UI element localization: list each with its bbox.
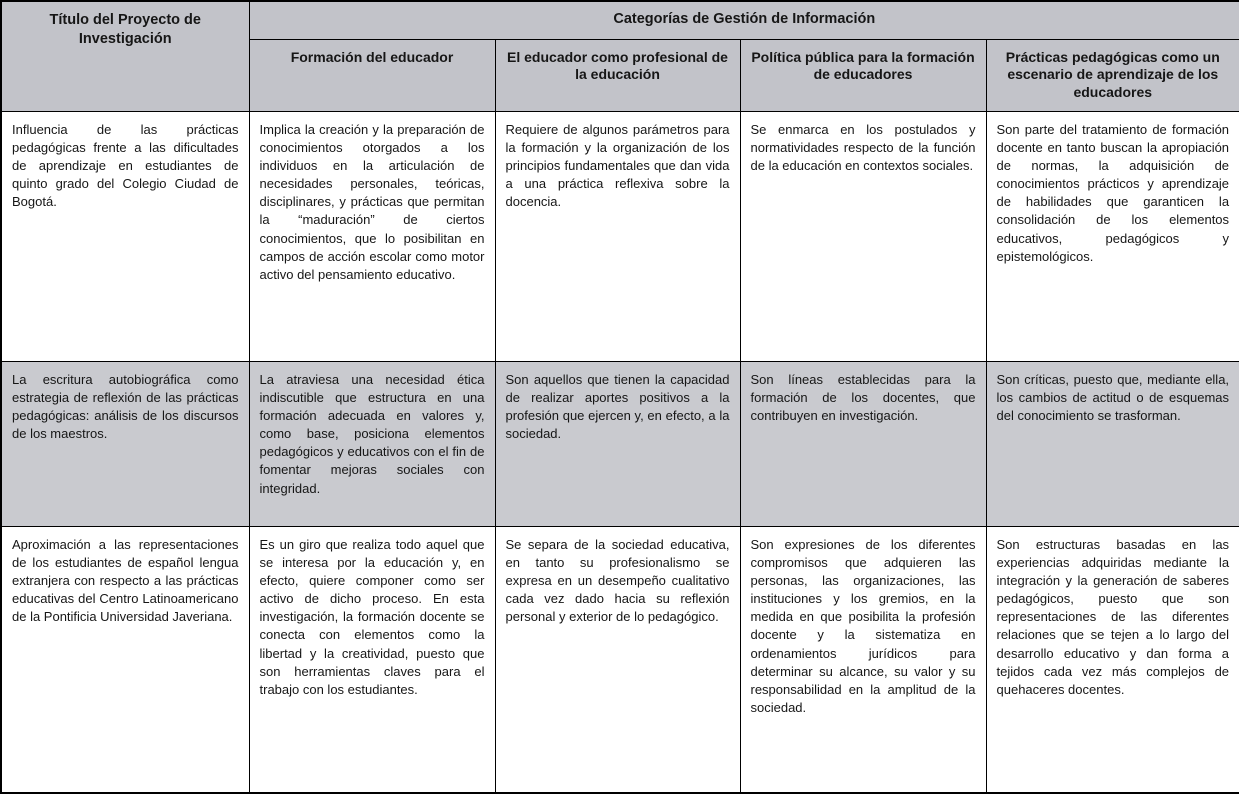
cell-profesional: Son aquellos que tienen la capacidad de realizar aportes positivos a la profesión que ejercen y, en efecto, a la sociedad. xyxy=(495,361,740,526)
project-title-cell: Influencia de las prácticas pedagógicas frente a las dificultades de aprendizaje en estudiantes de quinto grado del Colegio Ciudad de Bogotá. xyxy=(1,111,249,361)
cell-practicas: Son parte del tratamiento de formación docente en tanto buscan la apropiación de normas, la adquisición de conocimientos prácticos y aprendizaje de habilidades que garanticen la consolidación de los elementos educativos, pedagógicos y epistemológicos. xyxy=(986,111,1239,361)
cell-politica: Se enmarca en los postulados y normatividades respecto de la función de la educación en contextos sociales. xyxy=(740,111,986,361)
project-title-cell: La escritura autobiográfica como estrategia de reflexión de las prácticas pedagógicas: análisis de los discursos de los maestros. xyxy=(1,361,249,526)
cell-formacion: Es un giro que realiza todo aquel que se interesa por la educación y, en efecto, quiere componer como ser activo de dicho proceso. En esta investigación, la formación docente se conecta con elementos como la libertad y la creatividad, puesto que son herramientas claves para el trabajo con los estudiantes. xyxy=(249,526,495,793)
category-header-profesional: El educador como profesional de la educación xyxy=(495,39,740,111)
category-header-politica: Política pública para la formación de educadores xyxy=(740,39,986,111)
cell-practicas: Son estructuras basadas en las experiencias adquiridas mediante la integración y la generación de saberes pedagógicos, puesto que son representaciones de las diferentes relaciones que se tejen a lo largo del desarrollo educativo y dan forma a tejidos cada vez más complejos de quehaceres docentes. xyxy=(986,526,1239,793)
project-title-column-header: Título del Proyecto de Investigación xyxy=(1,1,249,111)
table-row xyxy=(1,111,1239,361)
cell-profesional: Se separa de la sociedad educativa, en tanto su profesionalismo se expresa en un desempeño cualitativo cada vez dado hacia su reflexión personal y exterior de lo pedagógico. xyxy=(495,526,740,793)
cell-politica: Son líneas establecidas para la formación de los docentes, que contribuyen en investigación. xyxy=(740,361,986,526)
table-row xyxy=(1,526,1239,793)
category-header-practicas: Prácticas pedagógicas como un escenario de aprendizaje de los educadores xyxy=(986,39,1239,111)
cell-formacion: Implica la creación y la preparación de conocimientos otorgados a los individuos en la articulación de necesidades personales, teóricas, disciplinares, y prácticas que permitan la “maduración” de ciertos conocimientos, que lo posibilitan en campos de acción escolar como motor activo del pensamiento educativo. xyxy=(249,111,495,361)
group-header-row xyxy=(1,1,1239,39)
group-header: Categorías de Gestión de Información xyxy=(249,1,1239,39)
cell-practicas: Son críticas, puesto que, mediante ella, los cambios de actitud o de esquemas del conocimiento se trasforman. xyxy=(986,361,1239,526)
cell-profesional: Requiere de algunos parámetros para la formación y la organización de los principios fundamentales que dan vida a una práctica reflexiva sobre la docencia. xyxy=(495,111,740,361)
cell-formacion: La atraviesa una necesidad ética indiscutible que estructura en una formación adecuada en valores y, como base, posiciona elementos pedagógicos y educativos con el fin de fomentar mejoras sociales con integridad. xyxy=(249,361,495,526)
cell-politica: Son expresiones de los diferentes compromisos que adquieren las personas, las organizaciones, las instituciones y los gremios, en la medida en que posibilita la profesión docente y la sistematiza en ordenamientos jurídicos para determinar su alcance, su valor y su responsabilidad en la amplitud de la sociedad. xyxy=(740,526,986,793)
category-header-formacion: Formación del educador xyxy=(249,39,495,111)
table-row xyxy=(1,361,1239,526)
project-title-cell: Aproximación a las representaciones de los estudiantes de español lengua extranjera con respecto a las prácticas educativas del Centro Latinoamericano de la Pontificia Universidad Javeriana. xyxy=(1,526,249,793)
